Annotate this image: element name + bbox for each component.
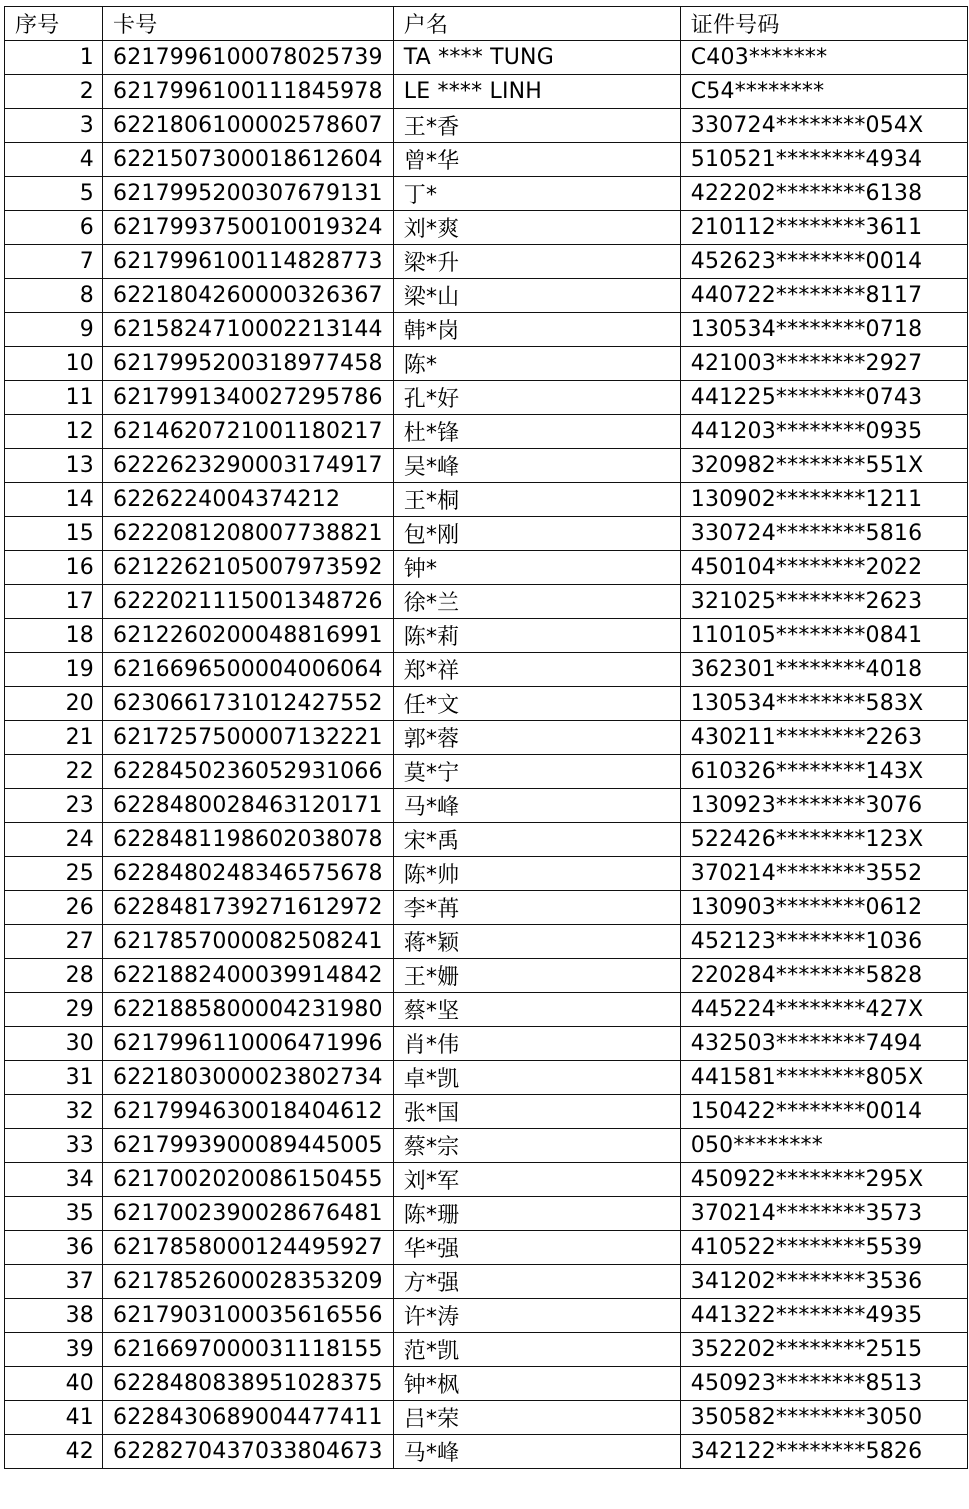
cell-id-number: 330724********054X (680, 109, 967, 143)
cell-id-number: 362301********4018 (680, 653, 967, 687)
cell-card-number: 6230661731012427552 (103, 687, 394, 721)
table-row (5, 279, 968, 313)
cell-account-name: 韩*岗 (393, 313, 680, 347)
cell-account-name: 范*凯 (393, 1333, 680, 1367)
cell-id-number: 150422********0014 (680, 1095, 967, 1129)
cell-id-number: 220284********5828 (680, 959, 967, 993)
table-row (5, 1299, 968, 1333)
cell-card-number: 6217995200318977458 (103, 347, 394, 381)
table-row (5, 1095, 968, 1129)
cell-account-name: 曾*华 (393, 143, 680, 177)
cell-account-name: 蔡*宗 (393, 1129, 680, 1163)
cell-id-number: 510521********4934 (680, 143, 967, 177)
cell-serial-number: 42 (5, 1435, 103, 1469)
table-row (5, 313, 968, 347)
cell-serial-number: 8 (5, 279, 103, 313)
cell-id-number: 130534********0718 (680, 313, 967, 347)
cell-id-number: 445224********427X (680, 993, 967, 1027)
cell-serial-number: 3 (5, 109, 103, 143)
cell-serial-number: 23 (5, 789, 103, 823)
cell-serial-number: 12 (5, 415, 103, 449)
cell-account-name: 梁*升 (393, 245, 680, 279)
cell-serial-number: 19 (5, 653, 103, 687)
cell-id-number: 430211********2263 (680, 721, 967, 755)
table-row (5, 75, 968, 109)
cell-serial-number: 1 (5, 41, 103, 75)
cell-card-number: 6217852600028353209 (103, 1265, 394, 1299)
cell-account-name: 刘*军 (393, 1163, 680, 1197)
cell-card-number: 6221803000023802734 (103, 1061, 394, 1095)
cell-card-number: 6212262105007973592 (103, 551, 394, 585)
table-row (5, 1401, 968, 1435)
cell-account-name: 包*刚 (393, 517, 680, 551)
table-row (5, 1129, 968, 1163)
cell-serial-number: 13 (5, 449, 103, 483)
cell-serial-number: 6 (5, 211, 103, 245)
cell-account-name: 钟*枫 (393, 1367, 680, 1401)
cell-account-name: 吴*峰 (393, 449, 680, 483)
cell-card-number: 6217002020086150455 (103, 1163, 394, 1197)
table-row (5, 1265, 968, 1299)
cell-serial-number: 10 (5, 347, 103, 381)
cell-id-number: 341202********3536 (680, 1265, 967, 1299)
cell-card-number: 6215824710002213144 (103, 313, 394, 347)
cell-serial-number: 40 (5, 1367, 103, 1401)
cell-id-number: 130903********0612 (680, 891, 967, 925)
cell-serial-number: 22 (5, 755, 103, 789)
cell-serial-number: 7 (5, 245, 103, 279)
cell-card-number: 6221806100002578607 (103, 109, 394, 143)
header-account-name: 户名 (393, 7, 680, 41)
cell-card-number: 6228481198602038078 (103, 823, 394, 857)
cell-account-name: 卓*凯 (393, 1061, 680, 1095)
cell-card-number: 6217257500007132221 (103, 721, 394, 755)
cell-id-number: C403******* (680, 41, 967, 75)
table-row (5, 1231, 968, 1265)
cell-id-number: 330724********5816 (680, 517, 967, 551)
cell-account-name: 郑*祥 (393, 653, 680, 687)
table-row (5, 415, 968, 449)
table-row (5, 517, 968, 551)
cell-id-number: 130923********3076 (680, 789, 967, 823)
cell-serial-number: 32 (5, 1095, 103, 1129)
cell-card-number: 6221885800004231980 (103, 993, 394, 1027)
cell-account-name: 李*苒 (393, 891, 680, 925)
cell-account-name: 丁* (393, 177, 680, 211)
cell-card-number: 6228480838951028375 (103, 1367, 394, 1401)
table-row (5, 245, 968, 279)
table-row (5, 177, 968, 211)
table-row (5, 925, 968, 959)
cell-card-number: 6217994630018404612 (103, 1095, 394, 1129)
cell-id-number: 610326********143X (680, 755, 967, 789)
cell-serial-number: 16 (5, 551, 103, 585)
table-row (5, 143, 968, 177)
cell-serial-number: 2 (5, 75, 103, 109)
cell-card-number: 6217996100114828773 (103, 245, 394, 279)
cell-card-number: 6217858000124495927 (103, 1231, 394, 1265)
cell-id-number: 110105********0841 (680, 619, 967, 653)
account-list-table (4, 6, 968, 1469)
cell-id-number: 441581********805X (680, 1061, 967, 1095)
cell-serial-number: 11 (5, 381, 103, 415)
cell-serial-number: 38 (5, 1299, 103, 1333)
cell-account-name: 张*国 (393, 1095, 680, 1129)
cell-serial-number: 18 (5, 619, 103, 653)
cell-serial-number: 34 (5, 1163, 103, 1197)
cell-id-number: 441322********4935 (680, 1299, 967, 1333)
cell-account-name: 陈*珊 (393, 1197, 680, 1231)
cell-id-number: 441203********0935 (680, 415, 967, 449)
table-row (5, 1435, 968, 1469)
cell-card-number: 6217903100035616556 (103, 1299, 394, 1333)
table-header (5, 7, 968, 41)
table-row (5, 823, 968, 857)
cell-id-number: 350582********3050 (680, 1401, 967, 1435)
cell-account-name: 马*峰 (393, 789, 680, 823)
cell-account-name: 任*文 (393, 687, 680, 721)
cell-card-number: 6217996110006471996 (103, 1027, 394, 1061)
table-row (5, 1061, 968, 1095)
table-row (5, 1333, 968, 1367)
cell-serial-number: 21 (5, 721, 103, 755)
table-row (5, 687, 968, 721)
table-row (5, 959, 968, 993)
table-row (5, 1367, 968, 1401)
table-row (5, 789, 968, 823)
table-row (5, 585, 968, 619)
header-card-number: 卡号 (103, 7, 394, 41)
table-row (5, 1197, 968, 1231)
cell-serial-number: 31 (5, 1061, 103, 1095)
cell-card-number: 6216696500004006064 (103, 653, 394, 687)
cell-serial-number: 28 (5, 959, 103, 993)
cell-id-number: 370214********3573 (680, 1197, 967, 1231)
cell-card-number: 6228481739271612972 (103, 891, 394, 925)
cell-id-number: 452123********1036 (680, 925, 967, 959)
table-row (5, 653, 968, 687)
cell-account-name: 方*强 (393, 1265, 680, 1299)
table-row (5, 41, 968, 75)
cell-id-number: 522426********123X (680, 823, 967, 857)
cell-serial-number: 41 (5, 1401, 103, 1435)
cell-id-number: 210112********3611 (680, 211, 967, 245)
cell-card-number: 6217857000082508241 (103, 925, 394, 959)
cell-account-name: 肖*伟 (393, 1027, 680, 1061)
cell-card-number: 6212260200048816991 (103, 619, 394, 653)
table-row (5, 483, 968, 517)
cell-id-number: 432503********7494 (680, 1027, 967, 1061)
cell-id-number: 130902********1211 (680, 483, 967, 517)
cell-card-number: 6228270437033804673 (103, 1435, 394, 1469)
cell-id-number: 450922********295X (680, 1163, 967, 1197)
cell-card-number: 6217996100078025739 (103, 41, 394, 75)
cell-id-number: 450104********2022 (680, 551, 967, 585)
header-row (5, 7, 968, 41)
cell-serial-number: 37 (5, 1265, 103, 1299)
cell-card-number: 6217991340027295786 (103, 381, 394, 415)
cell-serial-number: 35 (5, 1197, 103, 1231)
cell-account-name: LE **** LINH (393, 75, 680, 109)
table-row (5, 1027, 968, 1061)
cell-id-number: 320982********551X (680, 449, 967, 483)
cell-account-name: 陈*莉 (393, 619, 680, 653)
cell-serial-number: 5 (5, 177, 103, 211)
cell-id-number: 342122********5826 (680, 1435, 967, 1469)
cell-card-number: 6217993750010019324 (103, 211, 394, 245)
table-row (5, 449, 968, 483)
cell-serial-number: 20 (5, 687, 103, 721)
cell-account-name: 莫*宁 (393, 755, 680, 789)
cell-account-name: 郭*蓉 (393, 721, 680, 755)
cell-card-number: 6222081208007738821 (103, 517, 394, 551)
cell-account-name: 徐*兰 (393, 585, 680, 619)
cell-account-name: 孔*好 (393, 381, 680, 415)
cell-account-name: 吕*荣 (393, 1401, 680, 1435)
cell-serial-number: 29 (5, 993, 103, 1027)
cell-id-number: 440722********8117 (680, 279, 967, 313)
cell-id-number: 452623********0014 (680, 245, 967, 279)
cell-id-number: 410522********5539 (680, 1231, 967, 1265)
table-row (5, 381, 968, 415)
cell-account-name: 杜*锋 (393, 415, 680, 449)
cell-serial-number: 33 (5, 1129, 103, 1163)
cell-id-number: 321025********2623 (680, 585, 967, 619)
table-row (5, 755, 968, 789)
cell-account-name: 许*涛 (393, 1299, 680, 1333)
cell-account-name: 王*香 (393, 109, 680, 143)
cell-card-number: 6214620721001180217 (103, 415, 394, 449)
cell-serial-number: 39 (5, 1333, 103, 1367)
table-row (5, 211, 968, 245)
cell-serial-number: 26 (5, 891, 103, 925)
cell-account-name: 华*强 (393, 1231, 680, 1265)
cell-account-name: 王*姗 (393, 959, 680, 993)
table-row (5, 993, 968, 1027)
cell-account-name: 钟* (393, 551, 680, 585)
table-row (5, 1163, 968, 1197)
cell-account-name: 陈*帅 (393, 857, 680, 891)
cell-card-number: 6217996100111845978 (103, 75, 394, 109)
cell-account-name: 宋*禹 (393, 823, 680, 857)
cell-id-number: 370214********3552 (680, 857, 967, 891)
table-row (5, 619, 968, 653)
cell-id-number: 130534********583X (680, 687, 967, 721)
table-row (5, 891, 968, 925)
cell-account-name: 马*峰 (393, 1435, 680, 1469)
cell-card-number: 6228450236052931066 (103, 755, 394, 789)
cell-card-number: 6217995200307679131 (103, 177, 394, 211)
cell-serial-number: 30 (5, 1027, 103, 1061)
cell-card-number: 6222623290003174917 (103, 449, 394, 483)
cell-card-number: 6222021115001348726 (103, 585, 394, 619)
cell-id-number: 352202********2515 (680, 1333, 967, 1367)
cell-serial-number: 36 (5, 1231, 103, 1265)
cell-card-number: 6226224004374212 (103, 483, 394, 517)
header-serial-number: 序号 (5, 7, 103, 41)
table-row (5, 347, 968, 381)
table-body (5, 41, 968, 1469)
cell-account-name: 王*桐 (393, 483, 680, 517)
table-row (5, 721, 968, 755)
cell-id-number: 050******** (680, 1129, 967, 1163)
cell-card-number: 6228480028463120171 (103, 789, 394, 823)
cell-serial-number: 25 (5, 857, 103, 891)
cell-serial-number: 14 (5, 483, 103, 517)
cell-id-number: 450923********8513 (680, 1367, 967, 1401)
cell-id-number: 421003********2927 (680, 347, 967, 381)
cell-card-number: 6221507300018612604 (103, 143, 394, 177)
cell-account-name: TA **** TUNG (393, 41, 680, 75)
cell-serial-number: 27 (5, 925, 103, 959)
cell-account-name: 蒋*颖 (393, 925, 680, 959)
cell-serial-number: 4 (5, 143, 103, 177)
cell-card-number: 6221804260000326367 (103, 279, 394, 313)
cell-serial-number: 9 (5, 313, 103, 347)
header-id-number: 证件号码 (680, 7, 967, 41)
cell-card-number: 6216697000031118155 (103, 1333, 394, 1367)
cell-card-number: 6228480248346575678 (103, 857, 394, 891)
cell-account-name: 梁*山 (393, 279, 680, 313)
cell-serial-number: 15 (5, 517, 103, 551)
cell-card-number: 6217002390028676481 (103, 1197, 394, 1231)
cell-id-number: 422202********6138 (680, 177, 967, 211)
cell-account-name: 陈* (393, 347, 680, 381)
cell-account-name: 刘*爽 (393, 211, 680, 245)
cell-card-number: 6221882400039914842 (103, 959, 394, 993)
cell-card-number: 6217993900089445005 (103, 1129, 394, 1163)
cell-account-name: 蔡*坚 (393, 993, 680, 1027)
table-row (5, 109, 968, 143)
table-row (5, 857, 968, 891)
cell-id-number: 441225********0743 (680, 381, 967, 415)
table-row (5, 551, 968, 585)
cell-serial-number: 17 (5, 585, 103, 619)
cell-card-number: 6228430689004477411 (103, 1401, 394, 1435)
cell-id-number: C54******** (680, 75, 967, 109)
cell-serial-number: 24 (5, 823, 103, 857)
